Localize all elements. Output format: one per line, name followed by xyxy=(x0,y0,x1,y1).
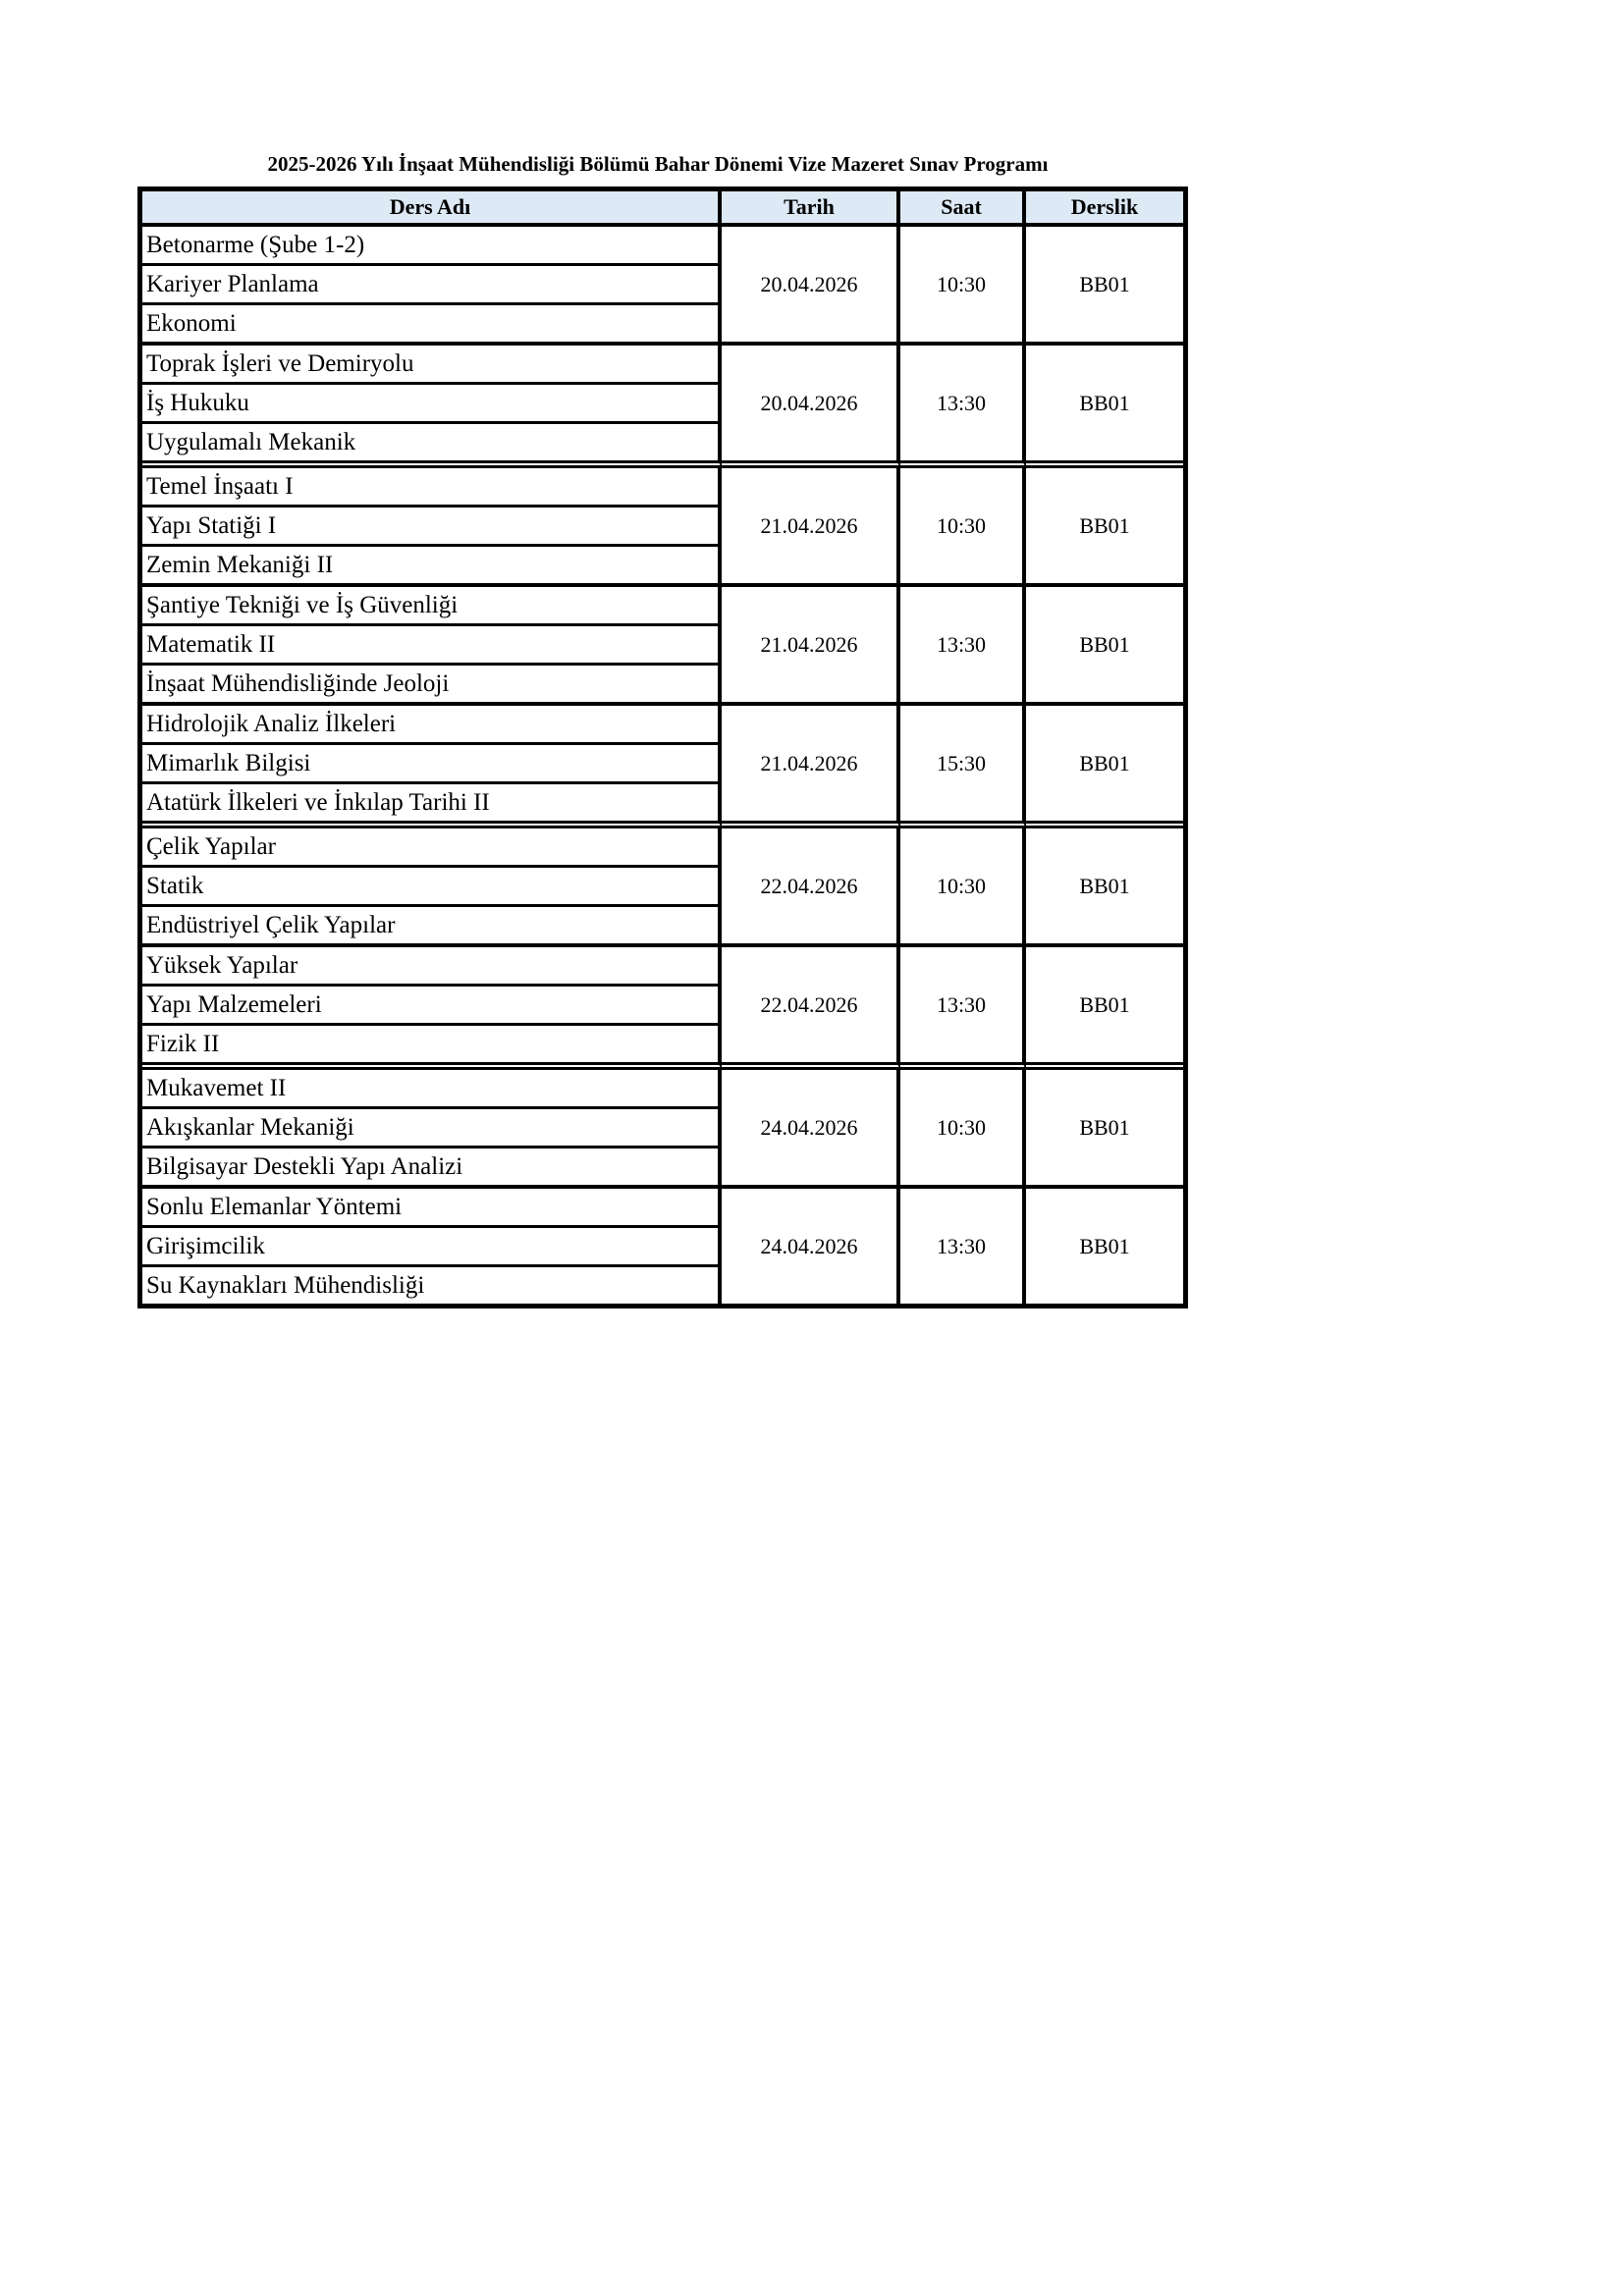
exam-room: BB01 xyxy=(1079,1233,1130,1258)
course-name: Hidrolojik Analiz İlkeleri xyxy=(142,706,722,745)
exam-room: BB01 xyxy=(1026,468,1183,587)
course-name: Kariyer Planlama xyxy=(142,266,722,305)
course-name: Mimarlık Bilgisi xyxy=(142,745,722,784)
exam-time: 10:30 xyxy=(900,1070,1026,1189)
header-room: Derslik xyxy=(1026,191,1183,227)
exam-schedule-table xyxy=(137,187,1188,1308)
table-row xyxy=(142,706,1183,745)
course-name: Mukavemet II xyxy=(142,1070,722,1109)
exam-room: BB01 xyxy=(1026,587,1183,706)
exam-room: BB01 xyxy=(1026,346,1183,468)
exam-date: 22.04.2026 xyxy=(722,947,900,1070)
course-name: Yapı Statiği I xyxy=(142,507,722,547)
table-row xyxy=(142,1189,1183,1228)
course-name: Sonlu Elemanlar Yöntemi xyxy=(142,1189,722,1228)
course-name: Akışkanlar Mekaniği xyxy=(142,1109,722,1148)
course-name: Matematik II xyxy=(142,626,722,666)
course-name: Su Kaynakları Mühendisliği xyxy=(142,1267,722,1304)
exam-time: 13:30 xyxy=(900,1189,1026,1304)
exam-time: 10:30 xyxy=(900,227,1026,346)
course-name: Betonarme (Şube 1-2) xyxy=(142,227,722,266)
course-name: Zemin Mekaniği II xyxy=(142,547,722,587)
course-name: Girişimcilik xyxy=(142,1228,722,1267)
exam-date: 24.04.2026 xyxy=(722,1189,900,1304)
exam-time: 10:30 xyxy=(900,828,1026,947)
course-name: Yapı Malzemeleri xyxy=(142,987,722,1026)
exam-time: 13:30 xyxy=(900,346,1026,468)
course-name: Toprak İşleri ve Demiryolu xyxy=(142,346,722,385)
course-name: Bilgisayar Destekli Yapı Analizi xyxy=(142,1148,722,1189)
exam-room: BB01 xyxy=(1026,227,1183,346)
header-time: Saat xyxy=(900,191,1026,227)
exam-date: 20.04.2026 xyxy=(722,227,900,346)
exam-time: 13:30 xyxy=(900,587,1026,706)
exam-room: BB01 xyxy=(1026,1070,1183,1189)
course-name: İş Hukuku xyxy=(142,385,722,424)
page-title: 2025-2026 Yılı İnşaat Mühendisliği Bölümü Bahar Dönemi Vize Mazeret Sınav Programı xyxy=(267,152,1049,176)
exam-date: 22.04.2026 xyxy=(722,828,900,947)
exam-date: 21.04.2026 xyxy=(722,468,900,587)
exam-room: BB01 xyxy=(1026,947,1183,1070)
exam-date: 24.04.2026 xyxy=(722,1070,900,1189)
table-row xyxy=(142,227,1183,266)
course-name: Fizik II xyxy=(142,1026,722,1070)
header-row xyxy=(142,191,1183,227)
course-name: Statik xyxy=(142,868,722,907)
table-row xyxy=(142,468,1183,507)
exam-date: 21.04.2026 xyxy=(722,706,900,828)
exam-room: BB01 xyxy=(1026,706,1183,828)
course-name: Ekonomi xyxy=(142,305,722,346)
header-date: Tarih xyxy=(722,191,900,227)
table-row xyxy=(142,828,1183,868)
exam-time: 13:30 xyxy=(900,947,1026,1070)
exam-time: 10:30 xyxy=(900,468,1026,587)
course-name: Uygulamalı Mekanik xyxy=(142,424,722,468)
course-name: Temel İnşaatı I xyxy=(142,468,722,507)
table-row xyxy=(142,1070,1183,1109)
header-course: Ders Adı xyxy=(142,191,722,227)
table-row xyxy=(142,947,1183,987)
table-row xyxy=(142,587,1183,626)
course-name: Atatürk İlkeleri ve İnkılap Tarihi II xyxy=(142,784,722,828)
table-row xyxy=(142,346,1183,385)
course-name: Yüksek Yapılar xyxy=(142,947,722,987)
exam-time: 15:30 xyxy=(900,706,1026,828)
course-name: Şantiye Tekniği ve İş Güvenliği xyxy=(142,587,722,626)
exam-room: BB01 xyxy=(1026,828,1183,947)
course-name: Endüstriyel Çelik Yapılar xyxy=(142,907,722,947)
exam-date: 21.04.2026 xyxy=(722,587,900,706)
course-name: Çelik Yapılar xyxy=(142,828,722,868)
exam-date: 20.04.2026 xyxy=(722,346,900,468)
course-name: İnşaat Mühendisliğinde Jeoloji xyxy=(142,666,722,706)
